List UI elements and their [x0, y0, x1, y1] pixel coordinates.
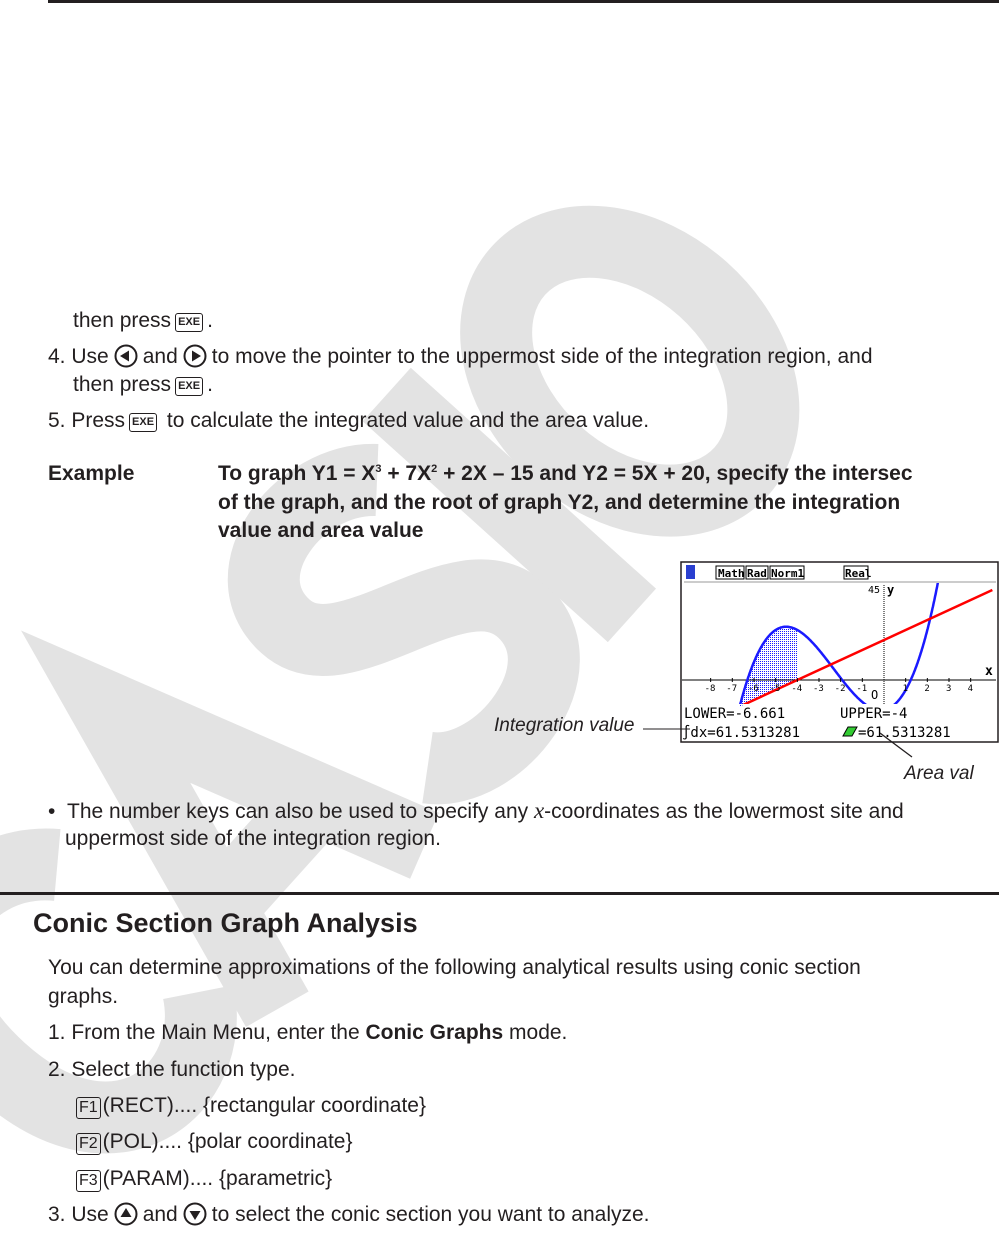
text: to move the pointer to the uppermost side of the integration region, and [211, 345, 873, 368]
top-rule [48, 0, 999, 3]
text: to select the conic section you want to analyze. [211, 1203, 650, 1226]
option-pol [76, 1129, 352, 1155]
mode-name: Conic Graphs [365, 1021, 504, 1044]
example-line-3: value and area value [218, 519, 424, 542]
area-value-callout: Area val [904, 763, 974, 784]
text: . [207, 373, 213, 396]
text: Use [71, 345, 109, 368]
lower-readout: LOWER=-6.661 [684, 706, 786, 722]
area-readout: =61.5313281 [858, 725, 951, 741]
text: (POL).... {polar coordinate} [102, 1130, 353, 1153]
text: -coordinates as the lowermost site and [544, 800, 904, 823]
option-param [76, 1166, 332, 1192]
origin-label: O [871, 688, 879, 702]
x-tick-label: -5 [769, 684, 781, 694]
text: 1. From the Main Menu, enter the [48, 1021, 366, 1044]
step-4-continuation [73, 372, 213, 398]
step-number: 4. [48, 345, 66, 368]
bullet-note: • The number keys can also be used to specify any x-coordinates as the lowermost site and [48, 798, 904, 823]
text: and [142, 1203, 178, 1226]
text: and [142, 345, 178, 368]
text: . [207, 309, 213, 332]
up-arrow-key-icon [114, 1202, 138, 1226]
x-tick-label: 2 [924, 684, 930, 694]
y-axis-label: y [887, 583, 895, 597]
exe-key-icon: EXE [175, 377, 203, 396]
superscript: 2 [431, 463, 438, 475]
x-tick-label: -6 [747, 684, 759, 694]
example-line-2: of the graph, and the root of graph Y2, and determine the integration [218, 491, 901, 514]
status-bar [716, 566, 872, 580]
status-norm: Norm1 [771, 567, 805, 580]
intro-line-2: graphs. [48, 985, 119, 1008]
down-arrow-key-icon [183, 1202, 207, 1226]
f1-key-icon: F1 [76, 1097, 101, 1119]
text: The number keys can also be used to specify any [67, 800, 534, 823]
integration-value-callout: Integration value [494, 715, 635, 736]
x-tick-label: -2 [834, 684, 846, 694]
callout-lines [640, 725, 920, 765]
example-line-1 [218, 461, 913, 487]
intro-line-1: You can determine approximations of the following analytical results using conic section [48, 956, 861, 979]
conic-step-1 [48, 1020, 567, 1046]
y-max-label: 45 [868, 585, 881, 596]
upper-readout: UPPER=-4 [840, 706, 908, 722]
x-tick-label: -4 [791, 684, 803, 694]
superscript: 3 [375, 463, 382, 475]
text: (RECT).... {rectangular coordinate} [102, 1094, 426, 1117]
step3-continuation [73, 308, 213, 334]
exe-key-icon: EXE [175, 313, 203, 332]
exe-key-icon: EXE [129, 413, 157, 432]
f3-key-icon: F3 [76, 1170, 101, 1192]
text: 3. Use [48, 1203, 109, 1226]
status-rad: Rad [747, 567, 767, 580]
text: + 7X [381, 462, 432, 485]
f2-key-icon: F2 [76, 1133, 101, 1155]
text: then press [73, 373, 172, 396]
text: mode. [503, 1021, 568, 1044]
battery-icon [686, 565, 695, 579]
calculator-screen [680, 561, 999, 743]
text: then press [73, 309, 172, 332]
step-5 [48, 408, 649, 434]
x-tick-label: -3 [812, 684, 824, 694]
section-title: Conic Section Graph Analysis [33, 908, 418, 938]
step-4 [48, 344, 873, 370]
x-tick-label: -7 [726, 684, 738, 694]
section-divider [0, 892, 999, 895]
bullet-note-line-2: uppermost side of the integration region. [65, 827, 441, 850]
status-real: Real [845, 567, 872, 580]
text: + 2X – 15 and Y2 = 5X + 20, specify the intersec [437, 462, 913, 485]
x-tick-label: -1 [856, 684, 868, 694]
text: Press [71, 409, 126, 432]
option-rect [76, 1093, 426, 1119]
x-tick-label: -8 [704, 684, 716, 694]
variable: x [533, 798, 545, 823]
x-tick-label: 4 [967, 684, 974, 694]
right-arrow-key-icon [183, 344, 207, 368]
example-label: Example [48, 462, 135, 485]
x-axis-label: x [985, 664, 993, 679]
left-arrow-key-icon [114, 344, 138, 368]
conic-step-3 [48, 1202, 650, 1228]
text: to calculate the integrated value and the area value. [166, 409, 650, 432]
step-number: 5. [48, 409, 66, 432]
status-math: Math [718, 567, 745, 580]
conic-step-2: 2. Select the function type. [48, 1058, 296, 1081]
text: (PARAM).... {parametric} [102, 1167, 333, 1190]
x-tick-label: 1 [902, 684, 909, 694]
integral-readout: ∫dx=61.5313281 [682, 725, 801, 741]
text: To graph Y1 = X [218, 462, 376, 485]
x-tick-label: 3 [946, 684, 952, 694]
